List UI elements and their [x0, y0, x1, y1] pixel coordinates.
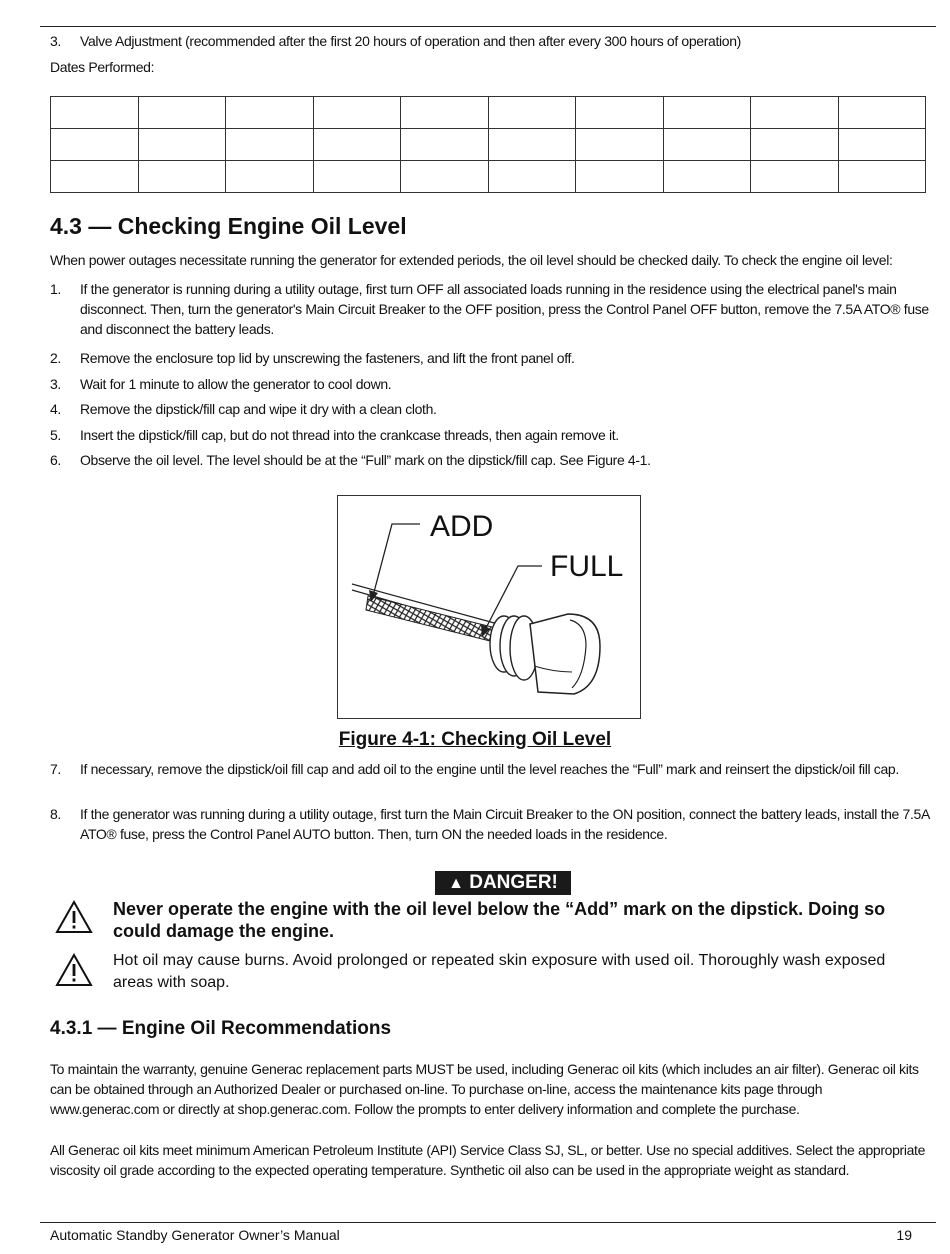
footer-rule	[40, 1222, 936, 1223]
date-cell[interactable]	[138, 161, 226, 193]
step-item	[50, 759, 930, 799]
date-cell[interactable]	[576, 97, 664, 129]
date-cell[interactable]	[226, 161, 314, 193]
dipstick-figure	[337, 495, 641, 719]
figure-caption: Figure 4-1: Checking Oil Level	[338, 729, 612, 750]
list-text: Insert the dipstick/fill cap, but do not thread into the crankcase threads, then again remove it.	[80, 427, 619, 443]
date-cell[interactable]	[313, 97, 401, 129]
list-text: If the generator is running during a utility outage, first turn OFF all associated loads running in the residence using the electrical panel's main disconnect. Then, turn the generator's Main Circuit Breaker to the OFF position, press the Control Panel OFF button, remove the 7.5A ATO® fuse and disconnect the battery leads.	[80, 281, 929, 337]
dipstick-illustration	[338, 496, 640, 718]
section-intro: When power outages necessitate running the generator for extended periods, the oil level should be checked daily. To check the engine oil level:	[50, 252, 893, 268]
date-cell[interactable]	[51, 129, 139, 161]
danger-label: DANGER!	[469, 872, 558, 893]
date-cell[interactable]	[51, 161, 139, 193]
list-number: 2.	[50, 350, 61, 366]
top-rule	[40, 26, 936, 27]
date-cell[interactable]	[401, 129, 489, 161]
list-text: Valve Adjustment (recommended after the first 20 hours of operation and then after every 300 hours of operation)	[80, 33, 741, 49]
date-cell[interactable]	[401, 161, 489, 193]
danger-triangle-icon: ▲	[448, 875, 464, 892]
table-row	[51, 97, 926, 129]
step-item	[50, 374, 930, 394]
step-item	[50, 425, 930, 445]
step-item	[50, 279, 930, 341]
full-label: FULL	[550, 550, 624, 583]
date-cell[interactable]	[751, 161, 839, 193]
date-cell[interactable]	[488, 129, 576, 161]
date-cell[interactable]	[838, 129, 926, 161]
list-text: Observe the oil level. The level should be at the “Full” mark on the dipstick/fill cap. See Figure 4-1.	[80, 452, 651, 468]
danger-warning-hot-oil: Hot oil may cause burns. Avoid prolonged or repeated skin exposure with used oil. Thoroughly wash exposed areas with soap.	[113, 952, 886, 991]
date-cell[interactable]	[838, 97, 926, 129]
list-number: 7.	[50, 761, 61, 777]
step-item	[50, 399, 930, 419]
oil-recommendations-para-2: All Generac oil kits meet minimum American Petroleum Institute (API) Service Class SJ, SL, or better. Use no special additives. Select the appropriate viscosity oil grade according to the expected operating temperature. Synthetic oil also can be used in the appropriate weight as standard.	[50, 1142, 926, 1178]
warning-triangle-icon	[55, 953, 93, 987]
footer-manual-title: Automatic Standby Generator Owner’s Manual	[50, 1227, 340, 1243]
list-number: 1.	[50, 281, 61, 297]
date-cell[interactable]	[488, 97, 576, 129]
date-cell[interactable]	[751, 129, 839, 161]
list-number: 4.	[50, 401, 61, 417]
date-cell[interactable]	[488, 161, 576, 193]
date-cell[interactable]	[226, 97, 314, 129]
date-cell[interactable]	[663, 161, 751, 193]
danger-warning-bold: Never operate the engine with the oil level below the “Add” mark on the dipstick. Doing so could damage the engine.	[113, 899, 886, 941]
add-label: ADD	[430, 510, 494, 543]
date-cell[interactable]	[313, 161, 401, 193]
list-number: 3.	[50, 33, 61, 49]
step-item	[50, 348, 930, 368]
list-number: 5.	[50, 427, 61, 443]
date-cell[interactable]	[751, 97, 839, 129]
section-heading: 4.3 — Checking Engine Oil Level	[50, 213, 407, 239]
date-cell[interactable]	[313, 129, 401, 161]
date-cell[interactable]	[576, 161, 664, 193]
date-cell[interactable]	[663, 129, 751, 161]
list-number: 3.	[50, 376, 61, 392]
table-row	[51, 129, 926, 161]
date-cell[interactable]	[226, 129, 314, 161]
list-text: If the generator was running during a utility outage, first turn the Main Circuit Breaker to the ON position, connect the battery leads, install the 7.5A ATO® fuse, press the Control Panel AUTO button. Then, turn ON the needed loads in the residence.	[80, 806, 930, 842]
list-text: If necessary, remove the dipstick/oil fill cap and add oil to the engine until the level reaches the “Full” mark and reinsert the dipstick/oil fill cap.	[80, 761, 899, 777]
list-number: 6.	[50, 452, 61, 468]
footer-page-number: 19	[896, 1227, 912, 1243]
date-cell[interactable]	[138, 129, 226, 161]
date-cell[interactable]	[838, 161, 926, 193]
step-item	[50, 804, 930, 844]
warning-triangle-icon	[55, 900, 93, 934]
oil-recommendations-para-1: To maintain the warranty, genuine Generac replacement parts MUST be used, including Generac oil kits (which includes an air filter). Generac oil kits can be obtained through an Authorized Dealer or purchased on-line. To purchase on-line, access the maintenance kits page through www.generac.com or directly at shop.generac.com. Follow the prompts to enter delivery information and complete the purchase.	[50, 1061, 919, 1117]
oil-recommendations-heading: 4.3.1 — Engine Oil Recommendations	[50, 1018, 392, 1039]
date-cell[interactable]	[138, 97, 226, 129]
list-number: 8.	[50, 806, 61, 822]
date-cell[interactable]	[51, 97, 139, 129]
list-text: Remove the enclosure top lid by unscrewing the fasteners, and lift the front panel off.	[80, 350, 575, 366]
list-text: Remove the dipstick/fill cap and wipe it dry with a clean cloth.	[80, 401, 437, 417]
dates-performed-label: Dates Performed:	[50, 59, 155, 75]
table-row	[51, 161, 926, 193]
step-item	[50, 450, 930, 470]
list-text: Wait for 1 minute to allow the generator to cool down.	[80, 376, 392, 392]
danger-badge	[435, 871, 571, 895]
dates-performed-table	[50, 96, 926, 193]
date-cell[interactable]	[576, 129, 664, 161]
dipstick-cap	[490, 614, 600, 694]
date-cell[interactable]	[663, 97, 751, 129]
date-cell[interactable]	[401, 97, 489, 129]
add-leader-line	[374, 524, 420, 592]
valve-adjustment-item	[50, 31, 930, 51]
